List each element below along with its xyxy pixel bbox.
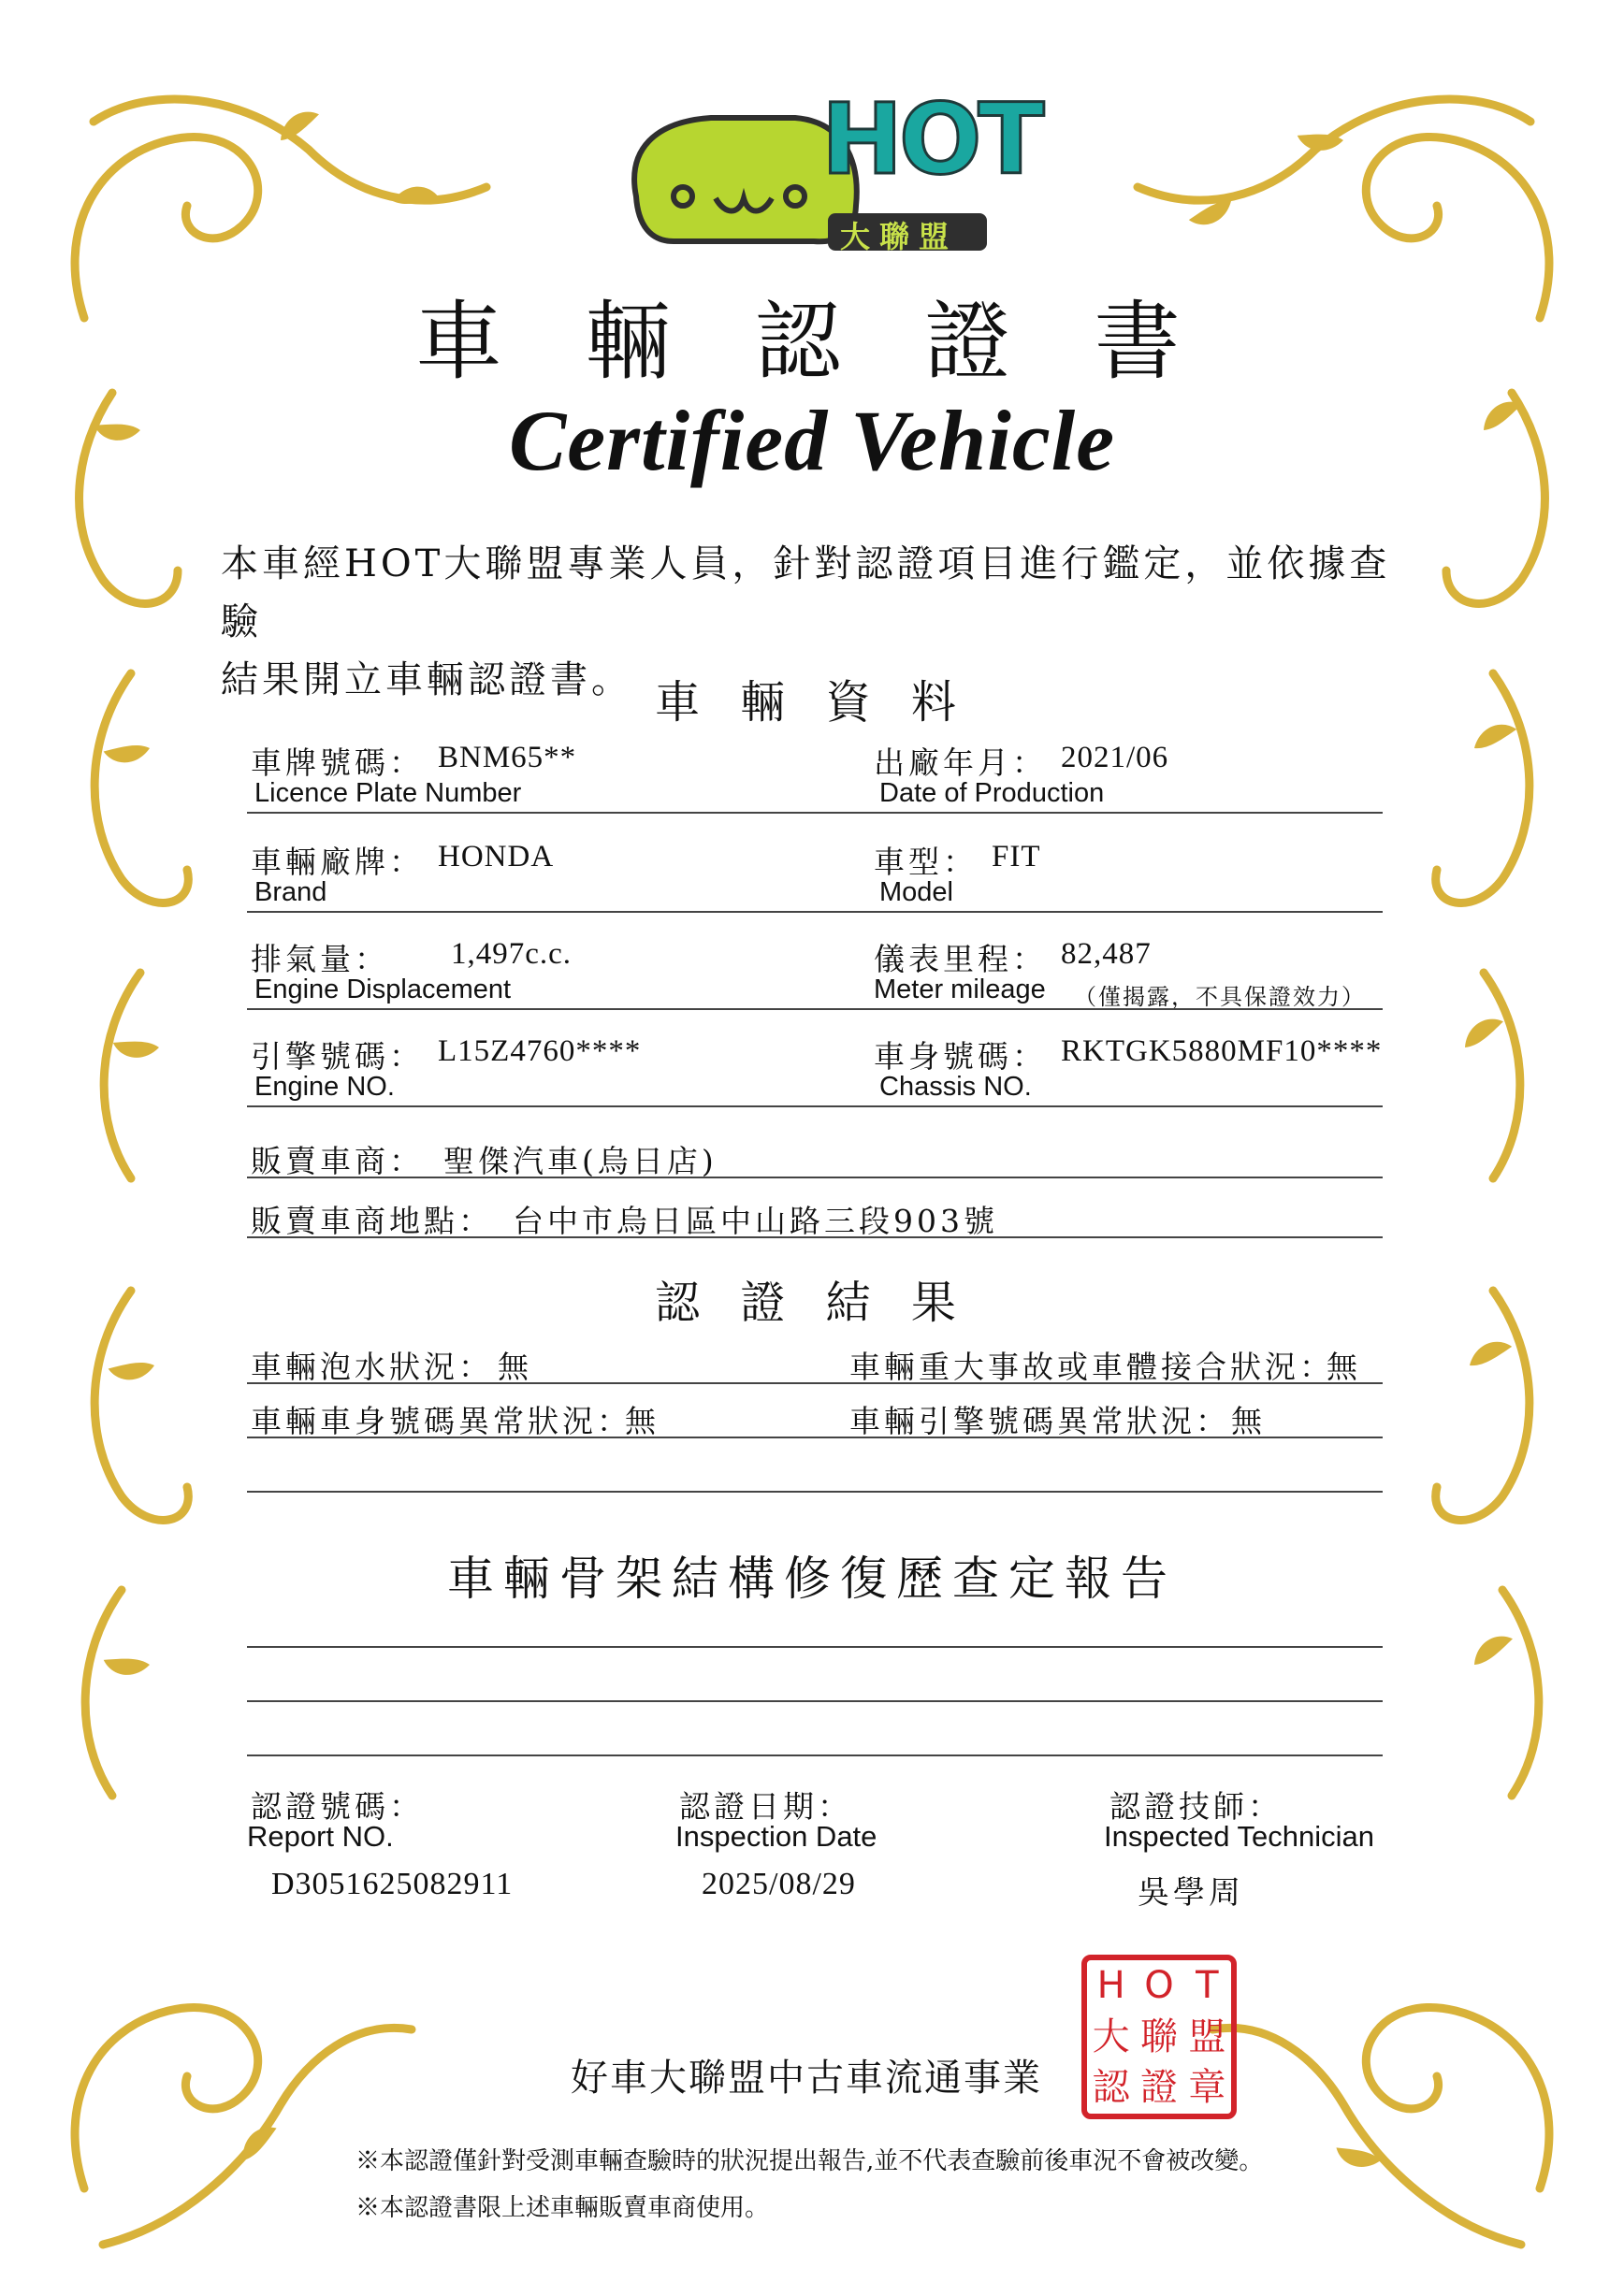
technician-label: 認證技師： — [1109, 1788, 1283, 1825]
divider-line — [247, 1697, 1383, 1702]
accident-value: 無 — [1327, 1349, 1361, 1385]
engine-abnormal-label: 車輛引擎號碼異常狀況： — [849, 1403, 1230, 1439]
vehicle-section-title: 車 輛 資 料 — [655, 676, 969, 729]
inspection-date-label-en: Inspection Date — [675, 1820, 877, 1853]
dealer-value: 聖傑汽車(烏日店) — [443, 1143, 718, 1179]
chassis-value: RKTGK5880MF10**** — [1061, 1034, 1383, 1068]
result-section-title: 認 證 結 果 — [655, 1277, 969, 1329]
footnote-2: ※本認證書限上述車輛販賣車商使用。 — [355, 2194, 770, 2222]
displacement-label-en: Engine Displacement — [254, 975, 512, 1004]
engine-abnormal-value: 無 — [1231, 1403, 1266, 1439]
brand-value: HONDA — [438, 840, 555, 874]
chassis-abnormal-value: 無 — [625, 1403, 660, 1439]
mileage-label: 儀表里程： — [874, 941, 1047, 977]
plate-value: BNM65** — [438, 741, 577, 774]
chassis-label: 車身號碼： — [874, 1038, 1047, 1075]
engine-label: 引擎號碼： — [251, 1038, 424, 1075]
production-label: 出廠年月： — [874, 744, 1047, 781]
divider-line — [247, 907, 1383, 913]
production-value: 2021/06 — [1061, 741, 1169, 774]
inspection-date-label: 認證日期： — [679, 1788, 852, 1825]
displacement-label: 排氣量： — [251, 941, 389, 977]
divider-line — [247, 1751, 1383, 1756]
inspection-date-value: 2025/08/29 — [702, 1867, 856, 1901]
dealer-address-label: 販賣車商地點： — [251, 1203, 493, 1239]
logo-brand-text: HOT — [821, 82, 1041, 196]
dealer-label: 販賣車商： — [251, 1143, 424, 1179]
divider-line — [247, 1487, 1383, 1493]
dealer-address-value: 台中市烏日區中山路三段903號 — [513, 1203, 998, 1239]
flood-label: 車輛泡水狀況： — [251, 1349, 493, 1385]
technician-name: 吳學周 — [1138, 1874, 1244, 1912]
model-label: 車型： — [874, 844, 978, 880]
technician-label-en: Inspected Technician — [1104, 1820, 1374, 1853]
divider-line — [247, 1433, 1383, 1438]
model-value: FIT — [992, 840, 1041, 874]
certificate-title-en: Certified Vehicle — [508, 393, 1116, 488]
report-no-label-en: Report NO. — [247, 1820, 394, 1853]
displacement-value: 1,497c.c. — [451, 937, 573, 971]
divider-line — [247, 1642, 1383, 1648]
mileage-note: （僅揭露，不具保證效力） — [1074, 984, 1366, 1010]
divider-line — [247, 1379, 1383, 1384]
divider-line — [247, 808, 1383, 814]
certificate-title-zh: 車 輛 認 證 書 — [415, 292, 1209, 392]
flood-value: 無 — [498, 1349, 532, 1385]
plate-label: 車牌號碼： — [251, 744, 424, 781]
report-no-value: D3051625082911 — [271, 1867, 514, 1901]
intro-line-2: 結果開立車輛認證書。 — [221, 658, 632, 701]
engine-value: L15Z4760**** — [438, 1034, 642, 1068]
brand-label: 車輛廠牌： — [251, 844, 424, 880]
logo-sub-text: 大聯盟 — [840, 219, 959, 254]
divider-line — [247, 1173, 1383, 1178]
chassis-label-en: Chassis NO. — [879, 1072, 1032, 1102]
footnote-1: ※本認證僅針對受測車輛查驗時的狀況提出報告,並不代表查驗前後車況不會被改變。 — [355, 2147, 1264, 2175]
mileage-label-en: Meter mileage — [874, 975, 1046, 1004]
model-label-en: Model — [879, 877, 953, 907]
plate-label-en: Licence Plate Number — [254, 778, 522, 808]
frame-report-title: 車輛骨架結構修復歷查定報告 — [447, 1552, 1177, 1606]
production-label-en: Date of Production — [879, 778, 1105, 808]
intro-line-1: 本車經HOT大聯盟專業人員，針對認證項目進行鑑定，並依據查驗 — [221, 542, 1391, 643]
divider-line — [247, 1102, 1383, 1107]
mileage-value: 82,487 — [1061, 937, 1152, 971]
company-name: 好車大聯盟中古車流通事業 — [571, 2058, 1042, 2099]
report-no-label: 認證號碼： — [251, 1788, 424, 1825]
divider-line — [247, 1233, 1383, 1238]
hot-certification-seal: H O T 大 聯 盟 認 證 章 — [1081, 1955, 1237, 2119]
chassis-abnormal-label: 車輛車身號碼異常狀況： — [251, 1403, 631, 1439]
engine-label-en: Engine NO. — [254, 1072, 395, 1102]
accident-label: 車輛重大事故或車體接合狀況： — [849, 1349, 1334, 1385]
brand-label-en: Brand — [254, 877, 327, 907]
divider-line — [247, 1004, 1383, 1010]
hot-logo — [617, 82, 1041, 254]
